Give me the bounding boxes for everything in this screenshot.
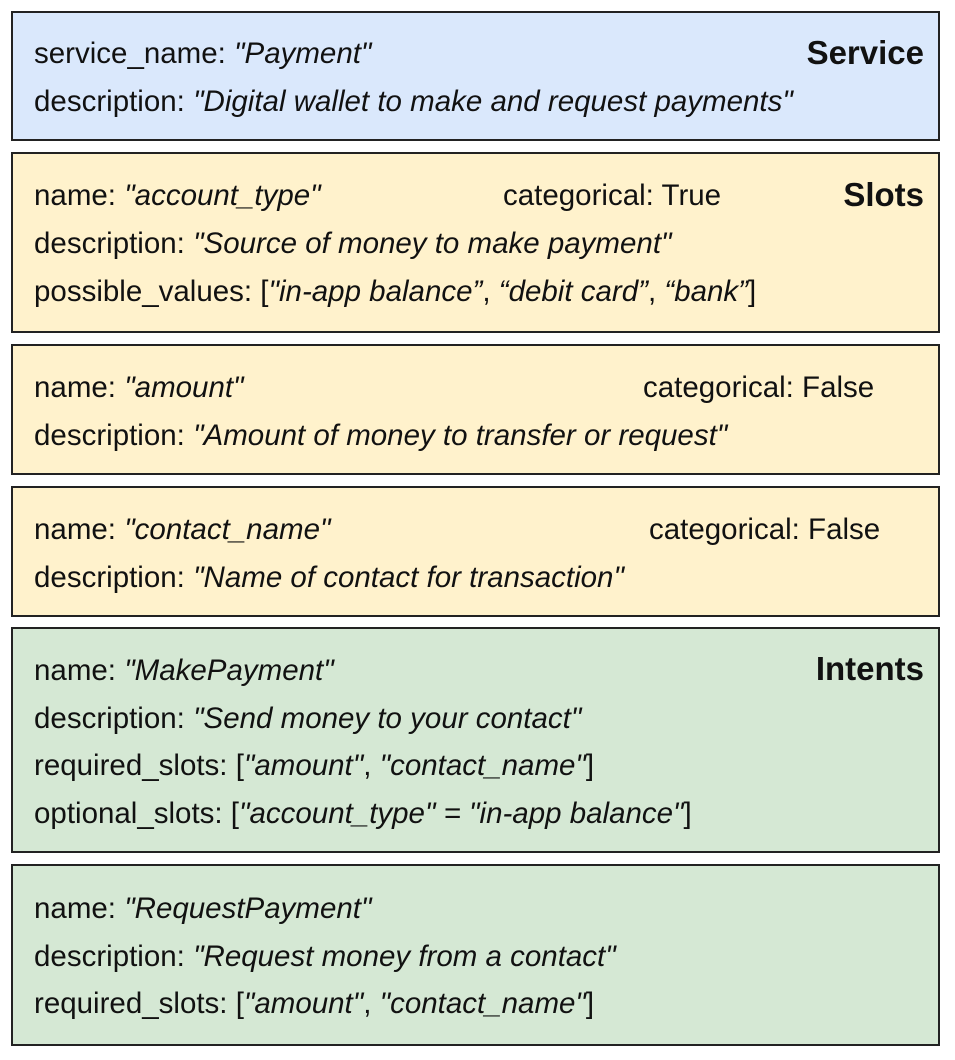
service-name-key: service_name: — [34, 37, 235, 70]
service-header: Service — [806, 34, 924, 71]
intent-box-request-payment — [11, 864, 940, 1046]
slot-box-amount — [11, 344, 940, 475]
slot-description-key: description: — [34, 419, 194, 452]
slot-name-line — [34, 179, 321, 213]
slot-name-value: "contact_name" — [124, 513, 331, 546]
intent-description-value: "Request money from a contact" — [193, 940, 616, 973]
slot-name-key: name: — [34, 513, 125, 546]
slot-name-value: "amount" — [124, 371, 244, 404]
closing-bracket: ] — [748, 275, 757, 308]
separator: , — [363, 987, 380, 1020]
slot-name-value: "account_type" — [124, 179, 321, 212]
intent-description-value: "Send money to your contact" — [193, 702, 582, 735]
slot-description-value: "Amount of money to transfer or request" — [193, 419, 728, 452]
slot-possible-values-line — [34, 275, 756, 309]
slot-possible-values-key: possible_values: [ — [34, 275, 269, 308]
required-slot-1: "amount" — [243, 987, 364, 1020]
slot-categorical: categorical: False — [643, 371, 875, 404]
possible-value-3: “bank” — [664, 275, 748, 308]
slot-name-line — [34, 513, 330, 547]
service-name-value: "Payment" — [234, 37, 372, 70]
slot-categorical: categorical: True — [503, 179, 722, 212]
intent-name-value: "RequestPayment" — [124, 892, 372, 925]
intent-name-line — [34, 654, 334, 688]
service-description-line — [34, 85, 793, 119]
slot-name-key: name: — [34, 179, 125, 212]
slots-header: Slots — [843, 176, 924, 213]
slot-description-value: "Name of contact for transaction" — [193, 561, 624, 594]
optional-slot-value: "account_type" = "in-app balance" — [239, 797, 684, 830]
closing-bracket: ] — [585, 987, 595, 1020]
slot-box-account-type — [11, 152, 940, 333]
slot-categorical: categorical: False — [649, 513, 881, 546]
service-name-line — [34, 37, 371, 71]
slot-name-key: name: — [34, 371, 125, 404]
intent-description-line — [34, 940, 616, 974]
slot-description-line — [34, 227, 672, 261]
closing-bracket: ] — [585, 749, 595, 782]
slot-box-contact-name — [11, 486, 940, 617]
required-slots-key: required_slots: [ — [34, 749, 244, 782]
intent-box-make-payment — [11, 627, 940, 853]
intent-name-key: name: — [34, 892, 125, 925]
separator: , — [482, 275, 499, 308]
intents-header: Intents — [815, 650, 924, 687]
optional-slots-key: optional_slots: [ — [34, 797, 239, 830]
slot-description-value: "Source of money to make payment" — [193, 227, 672, 260]
intent-optional-slots-line — [34, 797, 692, 831]
service-description-value: "Digital wallet to make and request payments" — [193, 85, 793, 118]
service-box — [11, 11, 940, 141]
intent-name-value: "MakePayment" — [124, 654, 334, 687]
slot-description-line — [34, 561, 624, 595]
slot-description-line — [34, 419, 727, 453]
separator: , — [647, 275, 665, 308]
intent-description-key: description: — [34, 702, 194, 735]
possible-value-2: “debit card” — [498, 275, 648, 308]
intent-description-key: description: — [34, 940, 194, 973]
slot-description-key: description: — [34, 227, 194, 260]
possible-value-1: "in-app balance” — [268, 275, 483, 308]
required-slot-1: "amount" — [243, 749, 364, 782]
slot-description-key: description: — [34, 561, 194, 594]
required-slot-2: "contact_name" — [379, 987, 586, 1020]
intent-description-line — [34, 702, 581, 736]
required-slots-key: required_slots: [ — [34, 987, 244, 1020]
intent-required-slots-line — [34, 987, 594, 1021]
slot-name-line — [34, 371, 244, 405]
separator: , — [363, 749, 380, 782]
service-description-key: description: — [34, 85, 194, 118]
required-slot-2: "contact_name" — [379, 749, 586, 782]
intent-required-slots-line — [34, 749, 594, 783]
closing-bracket: ] — [683, 797, 692, 830]
intent-name-key: name: — [34, 654, 125, 687]
intent-name-line — [34, 892, 371, 926]
